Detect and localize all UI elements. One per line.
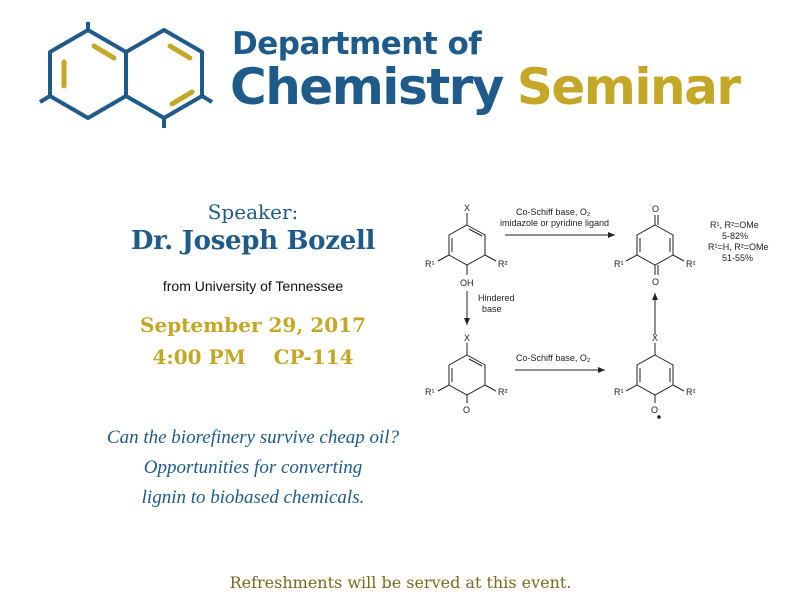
phenol-structure bbox=[438, 213, 496, 275]
event-time-location: 4:00 PM CP-114 bbox=[152, 345, 354, 369]
event-date: September 29, 2017 bbox=[140, 313, 366, 337]
x-label: X bbox=[464, 333, 471, 343]
phenoxide-structure bbox=[438, 343, 496, 403]
phenoxy-radical-structure bbox=[626, 343, 684, 403]
title-seminar: Seminar bbox=[516, 58, 740, 116]
r2-label: R² bbox=[498, 259, 508, 269]
talk-title-line-1: Can the biorefinery survive cheap oil? bbox=[106, 427, 400, 448]
title-department: Department of bbox=[232, 26, 482, 62]
o-label-bottom: O bbox=[652, 277, 660, 287]
o-label: O bbox=[463, 405, 471, 415]
quinone-structure bbox=[626, 215, 684, 275]
r1-label: R¹ bbox=[425, 259, 435, 269]
yield-line4: 51-55% bbox=[722, 253, 754, 263]
x-label: X bbox=[464, 203, 471, 213]
r1-label: R¹ bbox=[614, 387, 624, 397]
yield-line2: 5-82% bbox=[722, 231, 749, 241]
department-logo-icon bbox=[36, 22, 226, 134]
bottom-reagent: Co-Schiff base, O₂ bbox=[516, 353, 591, 363]
o-label-top: O bbox=[652, 204, 660, 214]
top-reagent-line1: Co-Schiff base, O₂ bbox=[516, 207, 591, 217]
speaker-affiliation: from University of Tennessee bbox=[162, 278, 344, 294]
r2-label: R² bbox=[686, 259, 696, 269]
talk-title-line-2: Opportunities for converting bbox=[143, 457, 363, 478]
yield-line3: R¹=H, R²=OMe bbox=[708, 242, 769, 252]
o-label: O bbox=[651, 405, 659, 415]
oh-label: OH bbox=[460, 278, 474, 288]
yield-line1: R¹, R²=OMe bbox=[710, 220, 759, 230]
down-arrow-line2: base bbox=[482, 304, 502, 314]
down-arrow-line1: Hindered bbox=[478, 293, 515, 303]
title-chemistry: Chemistry bbox=[230, 58, 503, 116]
r2-label: R² bbox=[686, 387, 696, 397]
title-chemistry-seminar bbox=[230, 58, 740, 116]
speaker-name: Dr. Joseph Bozell bbox=[130, 226, 376, 256]
radical-dot bbox=[657, 415, 661, 419]
talk-title-line-3: lignin to biobased chemicals. bbox=[141, 487, 365, 508]
speaker-label: Speaker: bbox=[207, 200, 299, 224]
r1-label: R¹ bbox=[614, 259, 624, 269]
r2-label: R² bbox=[498, 387, 508, 397]
r1-label: R¹ bbox=[425, 387, 435, 397]
refreshments-note: Refreshments will be served at this event. bbox=[229, 573, 572, 592]
reaction-scheme bbox=[420, 195, 801, 425]
x-label: X bbox=[652, 333, 659, 343]
top-reagent-line2: imidazole or pyridine ligand bbox=[500, 218, 610, 228]
